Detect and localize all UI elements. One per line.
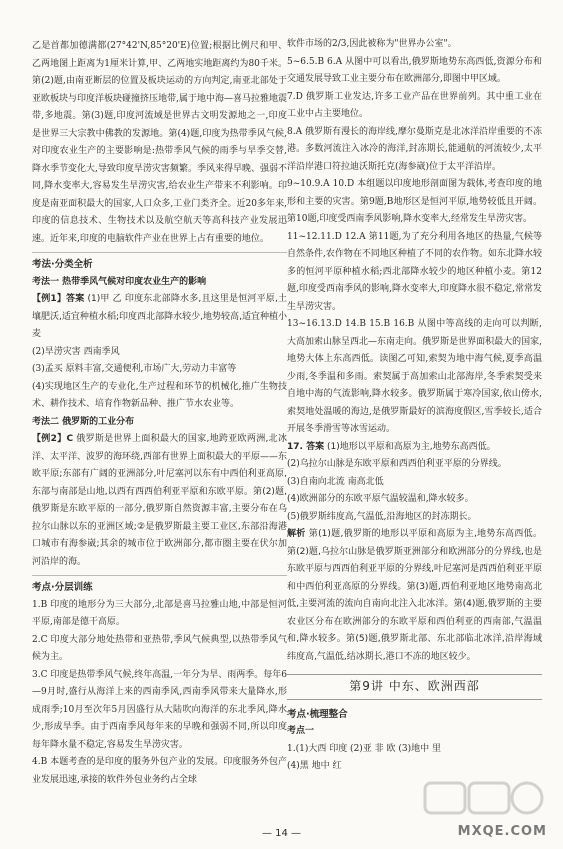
answer-17-part-4: (4)欧洲部分的东欧平原气温较温和,降水较多。 bbox=[287, 494, 474, 504]
left-column bbox=[32, 38, 287, 789]
answer-9-10: 9~10.9.A 10.D 本组题以印度地形剖面图为载体,考查印度的地形和主要的灾害。第9题,B地形区是恒河平原,地势较低且开阔。第10题,印度受西南季风影响,降水变率大,经常发生旱涝灾害。 bbox=[287, 179, 542, 224]
example-1-answer-1: (1)甲 乙 印度东北部降水多,且这里是恒河平原,土壤肥沃,适宜种植水稻;印度西北部降水较少,地势较高,适宜种植小麦 bbox=[32, 294, 287, 339]
example-2-text: 俄罗斯是世界上面积最大的国家,地跨亚欧两洲,北冰洋、太平洋、波罗的海环绕,西部有世界上面积最大的平原——东欧平原;东部有广阔的亚洲部分,叶尼塞河以东有中西伯利亚高原,东部与南部是山地,以西有西西伯利亚平原和东欧平原。第(2)题,俄罗斯是东欧平原的一部分,俄罗斯自然资源丰富,主要分布在乌拉尔山脉以东的亚洲区域;②是俄罗斯最主要工业区,东部沿海港口城市有海参崴;其余的城市位于欧洲部分,都市圈主要在伏尔加河沿岸的海。 bbox=[32, 434, 287, 567]
kaofa-two-heading: 考法二 俄罗斯的工业分布 bbox=[32, 416, 135, 427]
analysis-text: 第(1)题,俄罗斯的地形以平原和高原为主,地势东高西低。第(2)题,乌拉尔山脉是俄罗斯亚洲部分和欧洲部分的分界线,也是东欧平原与西西伯利亚平原的分界线,叶尼塞河是西西伯利亚平原和中西伯利亚高原的分界线。第(3)题,西伯利亚地区地势南高北低,主要河流的流向自南向北注入北冰洋。第(4)题,俄罗斯的主要农业区分布在欧洲部分的东欧平原和西伯利亚的西南部,气温温和,降水较多。第(5)题,俄罗斯北部、东北部临北冰洋,沿岸海域纬度高,气温低,结冰期长,港口不冻的地区较少。 bbox=[287, 529, 542, 662]
watermark-text: MXQE.COM bbox=[457, 824, 547, 839]
answer-17-part-5: (5)俄罗斯纬度高,气温低,沿海地区的封冻期长。 bbox=[287, 511, 477, 522]
section-heading-review: 考点·梳理整合 bbox=[287, 708, 348, 720]
answer-17-part-2: (2)乌拉尔山脉是东欧平原和西西伯利亚平原的分界线。 bbox=[287, 459, 507, 469]
kaofa-one-heading: 考法一 热带季风气候对印度农业生产的影响 bbox=[32, 276, 207, 287]
analysis-label: 解析 bbox=[287, 529, 306, 539]
answer-5-6: 5~6.5.B 6.A 从图中可以看出,俄罗斯地势东高西低,资源分布和交通发展导致工业主要分布在欧洲部分,即图中甲区域。 bbox=[287, 56, 542, 84]
example-1 bbox=[32, 291, 287, 344]
answer-3: 3.C 印度是热带季风气候,终年高温,一年分为旱、雨两季。每年6—9月时,盛行从海洋上来的西南季风,西南季风带来大量降水,形成雨季;10月至次年5月因盛行从大陆吹向海洋的东北季风,降水少,形成旱季。由于西南季风每年来的早晚和强弱不同,所以印度每年降水量不稳定,容易发生旱涝灾害。 bbox=[32, 669, 287, 750]
chapter-title: 第9讲 中东、欧洲西部 bbox=[287, 674, 542, 700]
section-heading-kaofa: 考法·分类全析 bbox=[32, 259, 93, 270]
answer-13-16: 13~16.13.D 14.B 15.B 16.B 从图中等高线的走向可以判断,大高加索山脉呈西北—东南走向。俄罗斯是世界面积最大的国家,地势大体上东高西低。读图乙可知,索契为地中海气候,夏季高温少雨,冬季温和多雨。索契属于高加索山北部海岸,冬季索契受来自地中海的气流影响,降水较多。俄罗斯属于寒冷国家,依山傍水,索契地处温暖的海边,是俄罗斯最好的滨海度假区,雪季较长,适合开展冬季滑雪等冰雪运动。 bbox=[287, 319, 542, 434]
kaodian-one-heading: 考点一 bbox=[287, 726, 315, 736]
example-1-label: 【例1】答案 bbox=[32, 294, 85, 304]
answer-4: 4.B 本题考查的是印度的服务外包产业的发展。印度服务外包产业发展迅速,承接的软件外包业务约占全球 bbox=[32, 757, 287, 785]
answer-17-part-1: (1)地形以平原和高原为主,地势东高西低。 bbox=[326, 441, 496, 452]
fill-in-line-1: 1.(1)大西 印度 (2)亚 非 欧 (3)地中 里 bbox=[287, 743, 441, 754]
fill-in-line-2: (4)黑 地中 红 bbox=[287, 761, 342, 771]
divider bbox=[32, 575, 287, 576]
answer-11-12: 11~12.11.D 12.A 第11题,为了充分利用各地区的热量,气候等自然条件,农作物在不同地区种植了不同的农作物。如东北降水较多的恒河平原种植水稻;西北部降水较少的地区种植小麦。第12题,印度受西南季风的影响,降水变率大,印度降水很不稳定,常常发生旱涝灾害。 bbox=[287, 231, 542, 312]
answer-2: 2.C 印度大部分地处热带和亚热带,季风气候典型,以热带季风气候为主。 bbox=[32, 634, 287, 662]
intro-paragraph: 乙是首都加德满都(27°42'N,85°20'E)位置;根据比例尺和甲、乙两地图上距离为1厘米计算,甲、乙两地实地距离约为80千米。第(2)题,由南亚断层的位置及板块运动的方向判定,南亚北部处于亚欧板块与印度洋板块碰撞挤压地带,属于地中海—喜马拉雅地震带,多地震。第(3)题,印度河流域是世界古文明发源地之一,印度是世界三大宗教中佛教的发源地。第(4)题,印度为热带季风气候,对印度农业生产的主要影响是:热带季风气候的雨季与旱季交替,降水季节变化大,导致印度旱涝灾害频繁。季风来得早晚、强弱不同,降水变率大,容易发生旱涝灾害,给农业生产带来不利影响。印度是南亚面积最大的国家,人口众多,工业门类齐全。近20多年来,印度的信息技术、生物技术以及航空航天等高科技产业发展迅速。近年来,印度的电脑软件产业在世界上占有重要的地位。 bbox=[32, 41, 287, 244]
example-2 bbox=[32, 431, 287, 571]
right-column bbox=[287, 36, 542, 776]
page-number: — 14 — bbox=[261, 828, 302, 839]
answer-17-part-3: (3)自南向北流 南高北低 bbox=[287, 476, 384, 487]
example-1-answer-4: (4)实现地区生产的专业化,生产过程和环节的机械化,推广生物技术、耕作技术、培育作物新品种、推广节水农业等。 bbox=[32, 381, 287, 409]
divider bbox=[32, 252, 287, 253]
answer-7: 7.D 俄罗斯工业发达,许多工业产品在世界前列。其中重工业在工业中占主要地位。 bbox=[287, 91, 542, 119]
answer-17-label: 17. 答案 bbox=[287, 441, 325, 452]
example-2-label: 【例2】C bbox=[32, 434, 74, 444]
example-1-answer-2: (2)旱涝灾害 西南季风 bbox=[32, 346, 120, 357]
answer-8: 8.A 俄罗斯有漫长的海岸线,摩尔曼斯克是北冰洋沿岸重要的不冻港。多数河流注入冰冷的海洋,封冻期长,能通航的河流较少,太平洋沿岸港口符拉迪沃斯托克(海参崴)位于太平洋沿岸。 bbox=[287, 126, 542, 172]
analysis bbox=[287, 526, 542, 666]
continued-text: 软件市场的2/3,因此被称为"世界办公室"。 bbox=[287, 39, 457, 49]
answer-1: 1.B 印度的地形分为三大部分,北部是喜马拉雅山地,中部是恒河平原,南部是德干高原。 bbox=[32, 599, 287, 627]
example-1-answer-3: (3)孟买 原料丰富,交通便利,市场广大,劳动力丰富等 bbox=[32, 364, 237, 374]
section-heading-training: 考点·分层训练 bbox=[32, 582, 93, 593]
answer-17 bbox=[287, 439, 542, 457]
